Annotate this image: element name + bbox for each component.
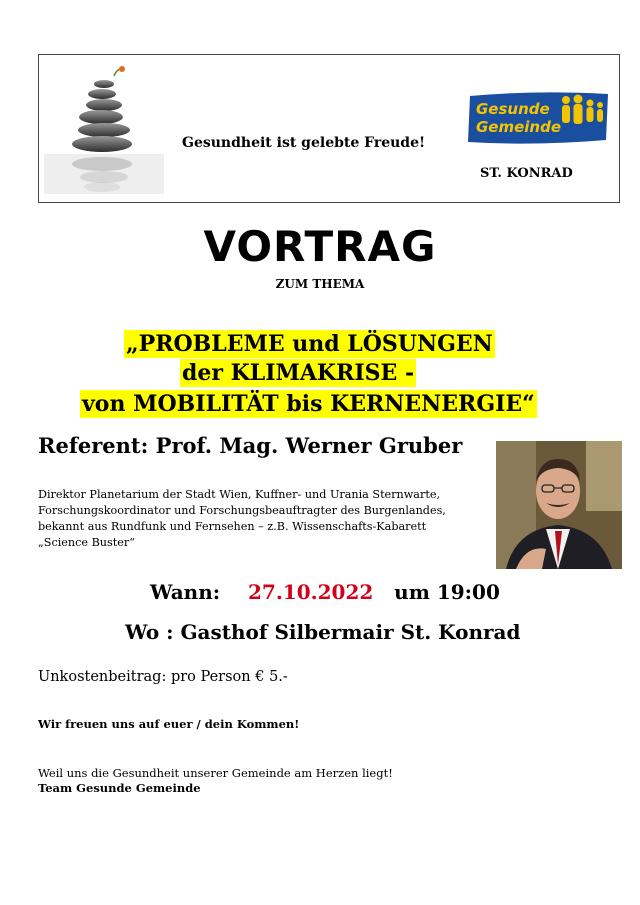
bio-line: Forschungskoordinator und Forschungsbeauftragter des Burgenlandes,: [38, 504, 446, 517]
when-label: Wann:: [150, 580, 221, 604]
event-when: [150, 580, 500, 604]
event-date: 27.10.2022: [248, 580, 374, 604]
speaker-heading: Referent: Prof. Mag. Werner Gruber: [38, 433, 463, 458]
town-name: ST. KONRAD: [480, 166, 573, 181]
bio-line: bekannt aus Rundfunk und Fernsehen – z.B. Wissenschafts-Kabarett: [38, 520, 427, 533]
topic-line-2: der KLIMAKRISE -: [182, 360, 415, 386]
closing-text: Weil uns die Gesundheit unserer Gemeinde am Herzen liegt!: [38, 766, 393, 780]
logo-text-line2: Gemeinde: [476, 118, 562, 136]
topic-line-3: von MOBILITÄT bis KERNENERGIE“: [82, 391, 535, 417]
header-motto: Gesundheit ist gelebte Freude!: [182, 135, 426, 151]
speaker-photo: [496, 441, 622, 569]
welcome-text: Wir freuen uns auf euer / dein Kommen!: [38, 717, 300, 731]
logo-text-line1: Gesunde: [476, 100, 550, 118]
cost-info: Unkostenbeitrag: pro Person € 5.-: [38, 669, 288, 685]
stacked-stones-image: [44, 64, 164, 194]
page-subtitle: ZUM THEMA: [275, 277, 365, 291]
gesunde-gemeinde-logo: [466, 90, 612, 146]
bio-line: Direktor Planetarium der Stadt Wien, Kuffner- und Urania Sternwarte,: [38, 488, 441, 501]
event-time: um 19:00: [394, 580, 500, 604]
topic-line-1: „PROBLEME und LÖSUNGEN: [126, 331, 493, 357]
page-title: VORTRAG: [203, 222, 437, 271]
bio-line: „Science Buster“: [38, 536, 135, 549]
speaker-bio: [38, 487, 498, 551]
team-signature: Team Gesunde Gemeinde: [38, 781, 201, 795]
event-location: Wo : Gasthof Silbermair St. Konrad: [125, 620, 521, 644]
